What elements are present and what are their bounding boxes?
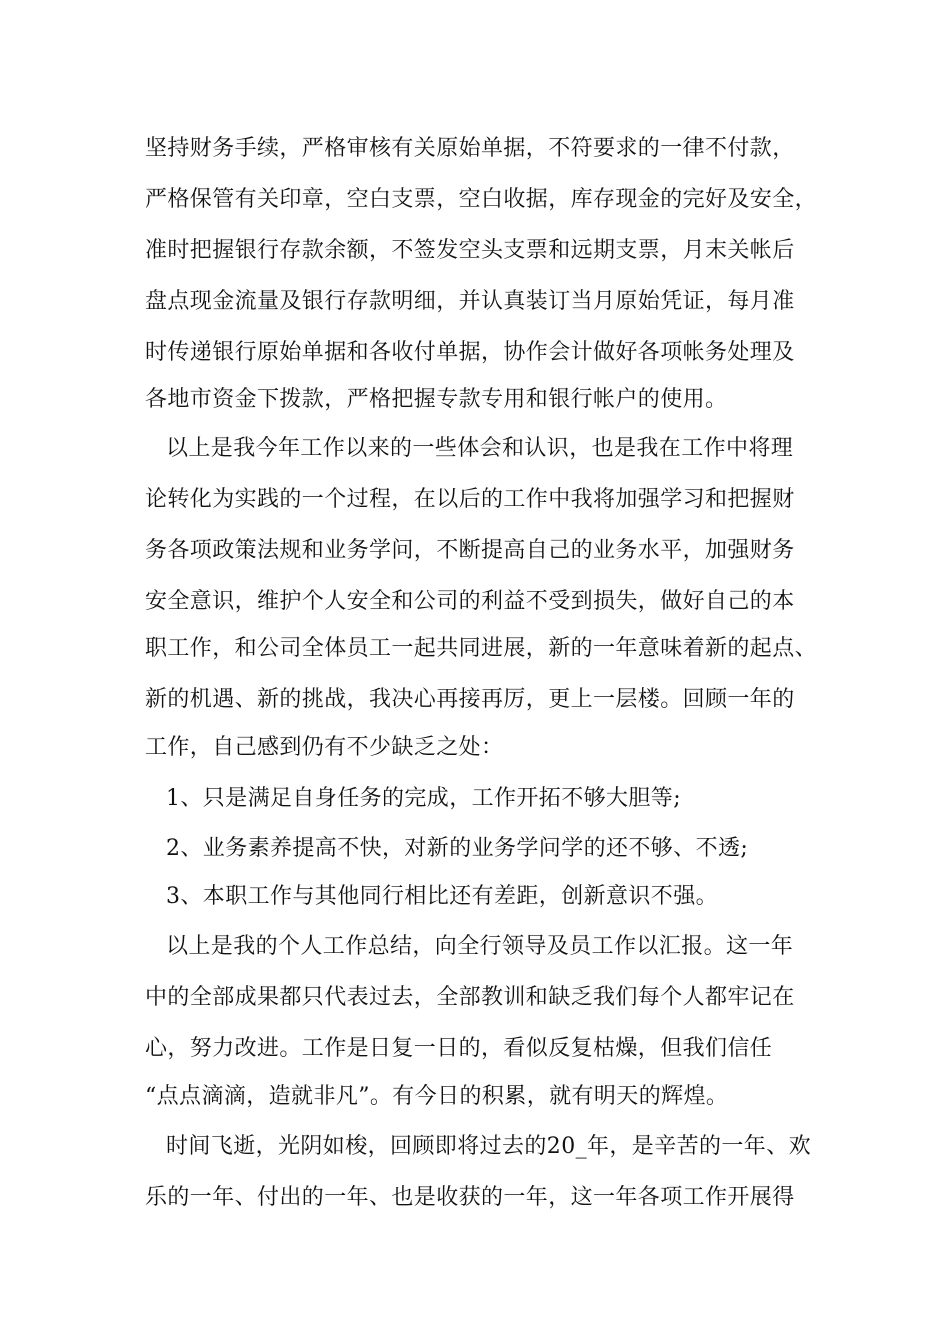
text-line: 各地市资金下拨款，严格把握专款专用和银行帐户的使用。 [145,387,728,412]
text-line: 中的全部成果都只代表过去，全部教训和缺乏我们每个人都牢记在 [145,985,795,1010]
list-item: 2、业务素养提高不快，对新的业务学问学的还不够、不透; [166,836,749,861]
text-line: 时传递银行原始单据和各收付单据，协作会计做好各项帐务处理及 [145,340,795,365]
text-line: 严格保管有关印章，空白支票，空白收据，库存现金的完好及安全， [145,187,818,212]
text-line: 务各项政策法规和业务学问，不断提高自己的业务水平，加强财务 [145,538,795,563]
text-line: 准时把握银行存款余额，不签发空头支票和远期支票，月末关帐后 [145,238,795,263]
text-line: 盘点现金流量及银行存款明细，并认真装订当月原始凭证，每月准 [145,289,795,314]
list-item: 1、只是满足自身任务的完成，工作开拓不够大胆等; [166,786,682,811]
text-line: 心，努力改进。工作是日复一日的，看似反复枯燥，但我们信任 [145,1036,773,1061]
text-line: 坚持财务手续，严格审核有关原始单据，不符要求的一律不付款， [145,136,795,161]
text-line: 安全意识，维护个人安全和公司的利益不受到损失，做好自己的本 [145,589,795,614]
text-line: 以上是我的个人工作总结，向全行领导及员工作以汇报。这一年 [166,934,794,959]
text-line: 职工作，和公司全体员工一起共同进展，新的一年意味着新的起点、 [145,636,818,661]
text-line: 论转化为实践的一个过程，在以后的工作中我将加强学习和把握财 [145,487,795,512]
text-line: 以上是我今年工作以来的一些体会和认识，也是我在工作中将理 [166,436,794,461]
text-line: 乐的一年、付出的一年、也是收获的一年，这一年各项工作开展得 [145,1185,795,1210]
text-line: “点点滴滴，造就非凡”。有今日的积累，就有明天的辉煌。 [145,1084,729,1109]
text-line: 时间飞逝，光阴如梭，回顾即将过去的20_年，是辛苦的一年、欢 [166,1134,811,1159]
list-item: 3、本职工作与其他同行相比还有差距，创新意识不强。 [166,884,718,909]
text-line: 新的机遇、新的挑战，我决心再接再厉，更上一层楼。回顾一年的 [145,687,795,712]
text-line: 工作，自己感到仍有不少缺乏之处： [145,735,504,760]
